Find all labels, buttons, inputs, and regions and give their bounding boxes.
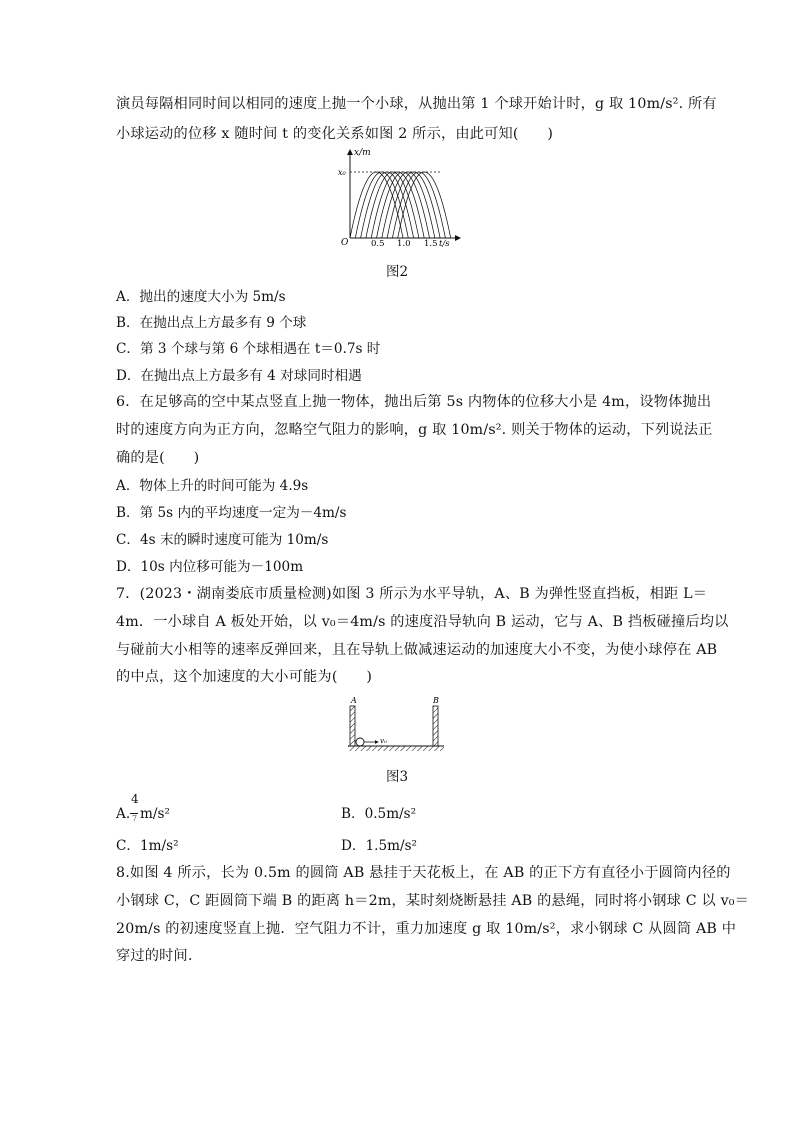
parabola-curves (350, 172, 451, 238)
q6-option-a[interactable]: A．物体上升的时间可能为 4.9s (116, 478, 309, 494)
q8-stem-line-1: 8.如图 4 所示，长为 0.5m 的圆筒 AB 悬挂于天花板上，在 AB 的正下方有直径小于圆筒内径的 (116, 865, 731, 881)
x-tick-label: 1.0 (397, 239, 411, 249)
option-a-unit: m/s² (140, 806, 170, 822)
q7-option-a[interactable] (116, 792, 226, 828)
figure-3-caption: 图3 (386, 769, 409, 785)
q8-stem-line-3: 20m/s 的初速度竖直上抛．空气阻力不计，重力加速度 g 取 10m/s²，求小钢球 C 从圆筒 AB 中 (116, 921, 737, 937)
fraction-numerator: 4 (131, 792, 139, 806)
q5-option-c[interactable]: C．第 3 个球与第 6 个球相遇在 t＝0.7s 时 (116, 341, 381, 357)
q7-option-b[interactable]: B．0.5m/s² (341, 806, 417, 822)
q6-stem-line-1: 6．在足够高的空中某点竖直上抛一物体，抛出后第 5s 内物体的位移大小是 4m，设物体抛出 (116, 394, 712, 410)
q6-option-b[interactable]: B．第 5s 内的平均速度一定为－4m/s (116, 505, 347, 521)
q7-stem-line-1: 7．(2023・湖南娄底市质量检测)如图 3 所示为水平导轨，A、B 为弹性竖直挡板，相距 L＝ (116, 586, 708, 602)
q5-option-d[interactable]: D．在抛出点上方最多有 4 对球同时相遇 (116, 368, 362, 384)
q6-stem-line-3: 确的是( ) (116, 450, 200, 466)
q8-stem-line-2: 小钢球 C，C 距圆筒下端 B 的距离 h＝2m，某时刻烧断悬挂 AB 的悬绳，同时将小钢球 C 以 v₀＝ (116, 893, 750, 909)
x-tick-label: 1.5 (424, 239, 438, 249)
peak-label: x₀ (338, 168, 346, 177)
option-a-prefix: A. (116, 806, 131, 822)
q6-option-d[interactable]: D．10s 内位移可能为－100m (116, 559, 304, 575)
x-tick-label: 0.5 (371, 239, 385, 249)
fraction-bar (130, 813, 138, 814)
q5-option-a[interactable]: A．抛出的速度大小为 5m/s (116, 289, 286, 305)
figure-3-diagram (344, 694, 450, 754)
figure-2-caption: 图2 (386, 264, 409, 280)
q7-stem-line-4: 的中点，这个加速度的大小可能为( ) (116, 669, 373, 685)
q5-stem-line-1: 演员每隔相同时间以相同的速度上抛一个小球，从抛出第 1 个球开始计时，g 取 10m/s². 所有 (116, 96, 717, 112)
figure-2-chart (336, 146, 466, 250)
q6-stem-line-2: 时的速度方向为正方向，忽略空气阻力的影响，g 取 10m/s². 则关于物体的运动，下列说法正 (116, 422, 713, 438)
q7-option-c[interactable]: C．1m/s² (116, 838, 179, 854)
board-b (433, 706, 438, 746)
board-a (350, 706, 355, 746)
q6-option-c[interactable]: C．4s 末的瞬时速度可能为 10m/s (116, 532, 329, 548)
board-b-label: B (433, 696, 439, 705)
velocity-label: v₀ (380, 737, 387, 745)
q7-stem-line-3: 与碰前大小相等的速率反弹回来，且在导轨上做减速运动的加速度大小不变，为使小球停在 AB (116, 642, 718, 658)
q7-stem-line-2: 4m．一小球自 A 板处开始，以 v₀＝4m/s 的速度沿导轨向 B 运动，它与 A、B 挡板碰撞后均以 (116, 614, 729, 630)
fraction-denominator: 7 (132, 814, 138, 823)
q8-stem-line-4: 穿过的时间． (116, 948, 203, 964)
rail-ground-hatch (348, 746, 444, 751)
x-axis-label: t/s (439, 239, 450, 249)
ball (356, 738, 364, 746)
q5-stem-line-2: 小球运动的位移 x 随时间 t 的变化关系如图 2 所示，由此可知( ) (116, 126, 554, 142)
y-axis-label: x/m (354, 148, 371, 158)
board-a-label: A (351, 696, 357, 705)
origin-label: O (341, 238, 349, 248)
q5-option-b[interactable]: B．在抛出点上方最多有 9 个球 (116, 315, 307, 331)
q7-option-d[interactable]: D．1.5m/s² (341, 838, 418, 854)
